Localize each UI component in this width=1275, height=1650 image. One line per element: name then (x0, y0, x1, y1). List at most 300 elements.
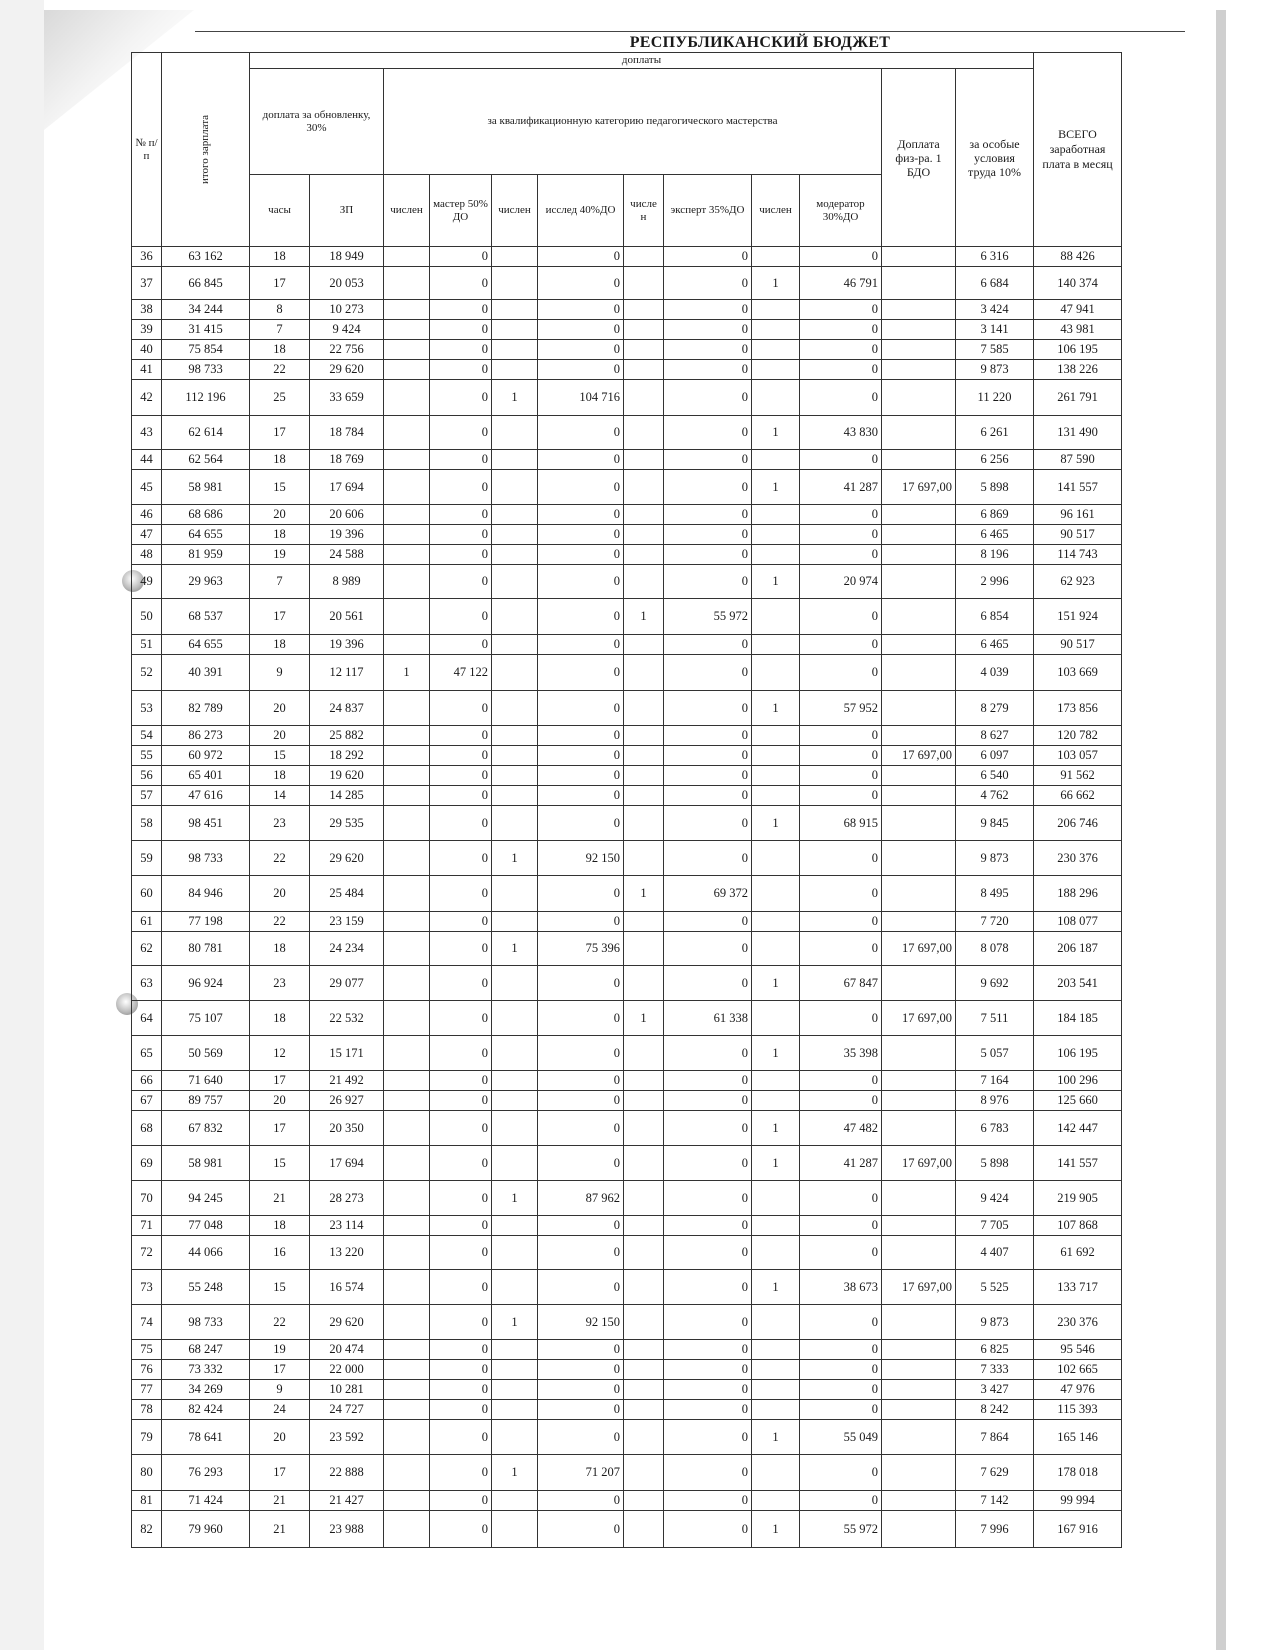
cell-moderator: 0 (800, 912, 882, 932)
cell-moderator: 0 (800, 320, 882, 340)
header-chislen: числен (492, 175, 538, 247)
cell-master: 0 (430, 876, 492, 912)
cell-vsego: 106 195 (1034, 340, 1122, 360)
cell-master: 0 (430, 766, 492, 786)
cell-master-count (384, 340, 430, 360)
cell-doplata-fiz: 17 697,00 (882, 746, 956, 766)
cell-osobye: 5 525 (956, 1270, 1034, 1305)
cell-moderator: 0 (800, 545, 882, 565)
cell-num: 63 (132, 966, 162, 1001)
cell-num: 38 (132, 300, 162, 320)
cell-master-count (384, 786, 430, 806)
cell-issled: 0 (538, 247, 624, 267)
cell-issled: 92 150 (538, 841, 624, 876)
cell-moderator: 0 (800, 1071, 882, 1091)
cell-master: 0 (430, 416, 492, 450)
cell-moderator: 0 (800, 505, 882, 525)
cell-moderator: 0 (800, 1236, 882, 1270)
cell-total: 29 963 (162, 565, 250, 599)
cell-doplata-fiz (882, 565, 956, 599)
cell-total: 82 424 (162, 1400, 250, 1420)
cell-master: 0 (430, 1455, 492, 1491)
table-row (132, 766, 1122, 786)
cell-issled-count (492, 525, 538, 545)
cell-total: 66 845 (162, 267, 250, 300)
cell-master: 0 (430, 1380, 492, 1400)
top-rule (195, 31, 1185, 32)
cell-moderator-count (752, 340, 800, 360)
cell-hours: 23 (250, 966, 310, 1001)
cell-osobye: 6 261 (956, 416, 1034, 450)
cell-ekspert: 0 (664, 1455, 752, 1491)
cell-moderator-count (752, 1091, 800, 1111)
cell-ekspert: 0 (664, 545, 752, 565)
cell-vsego: 103 669 (1034, 655, 1122, 691)
cell-master-count (384, 1491, 430, 1511)
cell-master-count (384, 1305, 430, 1340)
cell-moderator-count (752, 932, 800, 966)
budget-table (131, 52, 1122, 1548)
cell-moderator: 0 (800, 746, 882, 766)
cell-num: 62 (132, 932, 162, 966)
cell-issled: 87 962 (538, 1181, 624, 1216)
table-row (132, 726, 1122, 746)
cell-osobye: 7 864 (956, 1420, 1034, 1455)
cell-zp: 17 694 (310, 1146, 384, 1181)
table-row (132, 691, 1122, 726)
cell-hours: 18 (250, 635, 310, 655)
cell-osobye: 7 996 (956, 1511, 1034, 1548)
table-row (132, 380, 1122, 416)
cell-moderator-count (752, 525, 800, 545)
cell-master-count (384, 876, 430, 912)
cell-doplata-fiz: 17 697,00 (882, 1001, 956, 1036)
cell-master-count (384, 841, 430, 876)
cell-master: 0 (430, 1305, 492, 1340)
cell-moderator: 55 049 (800, 1420, 882, 1455)
cell-moderator-count (752, 876, 800, 912)
cell-ekspert-count (624, 1491, 664, 1511)
cell-issled: 0 (538, 1420, 624, 1455)
cell-master: 0 (430, 1071, 492, 1091)
header-ekspert: эксперт 35%ДО (664, 175, 752, 247)
header-num: № п/п (132, 53, 162, 247)
cell-moderator-count (752, 450, 800, 470)
cell-num: 55 (132, 746, 162, 766)
table-row (132, 320, 1122, 340)
table-row (132, 1181, 1122, 1216)
cell-master-count (384, 545, 430, 565)
cell-hours: 15 (250, 470, 310, 505)
cell-hours: 20 (250, 505, 310, 525)
cell-zp: 20 561 (310, 599, 384, 635)
cell-hours: 14 (250, 786, 310, 806)
cell-master: 0 (430, 1111, 492, 1146)
cell-moderator: 0 (800, 766, 882, 786)
cell-osobye: 6 869 (956, 505, 1034, 525)
cell-doplata-fiz (882, 247, 956, 267)
cell-ekspert: 0 (664, 470, 752, 505)
table-row (132, 267, 1122, 300)
cell-moderator: 0 (800, 635, 882, 655)
cell-ekspert-count (624, 766, 664, 786)
cell-ekspert-count (624, 565, 664, 599)
cell-hours: 7 (250, 320, 310, 340)
cell-master-count: 1 (384, 655, 430, 691)
cell-num: 72 (132, 1236, 162, 1270)
cell-total: 84 946 (162, 876, 250, 912)
cell-issled-count (492, 1270, 538, 1305)
cell-ekspert-count (624, 1236, 664, 1270)
cell-master-count (384, 1216, 430, 1236)
cell-ekspert-count (624, 932, 664, 966)
cell-doplata-fiz (882, 786, 956, 806)
cell-master: 0 (430, 545, 492, 565)
cell-doplata-fiz (882, 1305, 956, 1340)
cell-hours: 17 (250, 267, 310, 300)
cell-moderator: 0 (800, 1305, 882, 1340)
cell-hours: 21 (250, 1181, 310, 1216)
cell-issled-count (492, 1001, 538, 1036)
cell-ekspert: 0 (664, 300, 752, 320)
cell-doplata-fiz (882, 1400, 956, 1420)
cell-master-count (384, 505, 430, 525)
cell-ekspert: 0 (664, 1400, 752, 1420)
cell-vsego: 173 856 (1034, 691, 1122, 726)
cell-master: 0 (430, 247, 492, 267)
cell-total: 112 196 (162, 380, 250, 416)
cell-master: 0 (430, 691, 492, 726)
cell-ekspert-count (624, 450, 664, 470)
cell-master-count (384, 1340, 430, 1360)
cell-hours: 17 (250, 1111, 310, 1146)
cell-vsego: 140 374 (1034, 267, 1122, 300)
cell-zp: 29 077 (310, 966, 384, 1001)
cell-master-count (384, 1181, 430, 1216)
cell-vsego: 107 868 (1034, 1216, 1122, 1236)
cell-master: 0 (430, 912, 492, 932)
cell-master: 0 (430, 1216, 492, 1236)
cell-moderator-count: 1 (752, 966, 800, 1001)
cell-ekspert-count (624, 1071, 664, 1091)
cell-master-count (384, 1400, 430, 1420)
table-row (132, 565, 1122, 599)
cell-master-count (384, 1360, 430, 1380)
cell-ekspert: 0 (664, 1511, 752, 1548)
cell-moderator-count (752, 1001, 800, 1036)
cell-master: 0 (430, 1146, 492, 1181)
cell-issled: 0 (538, 320, 624, 340)
cell-zp: 14 285 (310, 786, 384, 806)
cell-total: 75 854 (162, 340, 250, 360)
cell-ekspert: 0 (664, 450, 752, 470)
cell-vsego: 90 517 (1034, 635, 1122, 655)
cell-vsego: 120 782 (1034, 726, 1122, 746)
cell-doplata-fiz (882, 766, 956, 786)
cell-hours: 18 (250, 525, 310, 545)
cell-ekspert: 0 (664, 746, 752, 766)
cell-ekspert: 0 (664, 380, 752, 416)
cell-num: 56 (132, 766, 162, 786)
cell-ekspert: 0 (664, 267, 752, 300)
cell-ekspert-count (624, 380, 664, 416)
cell-issled-count (492, 691, 538, 726)
cell-osobye: 5 057 (956, 1036, 1034, 1071)
cell-issled-count (492, 300, 538, 320)
cell-moderator: 0 (800, 1491, 882, 1511)
cell-total: 82 789 (162, 691, 250, 726)
cell-total: 78 641 (162, 1420, 250, 1455)
table-row (132, 340, 1122, 360)
cell-vsego: 66 662 (1034, 786, 1122, 806)
cell-ekspert: 0 (664, 360, 752, 380)
cell-issled: 0 (538, 635, 624, 655)
cell-doplata-fiz (882, 340, 956, 360)
cell-total: 50 569 (162, 1036, 250, 1071)
cell-issled-count (492, 655, 538, 691)
cell-total: 40 391 (162, 655, 250, 691)
cell-hours: 9 (250, 1380, 310, 1400)
cell-moderator-count: 1 (752, 691, 800, 726)
cell-ekspert-count (624, 505, 664, 525)
header-obnovlenka: доплата за обновленку, 30% (250, 69, 384, 175)
cell-master: 0 (430, 932, 492, 966)
cell-vsego: 206 187 (1034, 932, 1122, 966)
cell-ekspert: 0 (664, 966, 752, 1001)
cell-num: 42 (132, 380, 162, 416)
header-issled: исслед 40%ДО (538, 175, 624, 247)
cell-master: 0 (430, 746, 492, 766)
cell-moderator: 0 (800, 340, 882, 360)
cell-ekspert: 0 (664, 635, 752, 655)
cell-ekspert-count (624, 545, 664, 565)
cell-issled-count (492, 1036, 538, 1071)
cell-vsego: 115 393 (1034, 1400, 1122, 1420)
cell-issled: 0 (538, 912, 624, 932)
cell-hours: 17 (250, 1360, 310, 1380)
cell-issled: 75 396 (538, 932, 624, 966)
cell-doplata-fiz (882, 1491, 956, 1511)
cell-doplata-fiz (882, 450, 956, 470)
cell-zp: 23 159 (310, 912, 384, 932)
cell-total: 80 781 (162, 932, 250, 966)
cell-moderator-count (752, 1340, 800, 1360)
cell-ekspert-count: 1 (624, 599, 664, 635)
cell-master: 0 (430, 320, 492, 340)
cell-num: 36 (132, 247, 162, 267)
cell-zp: 18 949 (310, 247, 384, 267)
cell-zp: 20 350 (310, 1111, 384, 1146)
cell-doplata-fiz (882, 691, 956, 726)
cell-vsego: 261 791 (1034, 380, 1122, 416)
page-title: РЕСПУБЛИКАНСКИЙ БЮДЖЕТ (629, 34, 891, 51)
cell-master-count (384, 932, 430, 966)
cell-moderator: 67 847 (800, 966, 882, 1001)
cell-osobye: 2 996 (956, 565, 1034, 599)
cell-ekspert-count (624, 746, 664, 766)
cell-issled-count (492, 1400, 538, 1420)
cell-total: 98 733 (162, 841, 250, 876)
cell-ekspert-count (624, 267, 664, 300)
cell-moderator: 0 (800, 599, 882, 635)
cell-issled-count (492, 966, 538, 1001)
cell-issled: 0 (538, 599, 624, 635)
cell-total: 89 757 (162, 1091, 250, 1111)
cell-ekspert: 0 (664, 655, 752, 691)
cell-vsego: 47 941 (1034, 300, 1122, 320)
cell-osobye: 6 783 (956, 1111, 1034, 1146)
cell-total: 96 924 (162, 966, 250, 1001)
cell-zp: 15 171 (310, 1036, 384, 1071)
cell-moderator: 41 287 (800, 470, 882, 505)
cell-master-count (384, 1146, 430, 1181)
cell-osobye: 9 692 (956, 966, 1034, 1001)
cell-osobye: 11 220 (956, 380, 1034, 416)
cell-ekspert: 0 (664, 1146, 752, 1181)
cell-moderator: 55 972 (800, 1511, 882, 1548)
cell-ekspert-count (624, 1420, 664, 1455)
cell-ekspert-count (624, 1091, 664, 1111)
cell-master-count (384, 1270, 430, 1305)
cell-master: 0 (430, 1181, 492, 1216)
cell-hours: 21 (250, 1491, 310, 1511)
cell-num: 40 (132, 340, 162, 360)
cell-moderator: 41 287 (800, 1146, 882, 1181)
cell-moderator-count (752, 505, 800, 525)
cell-hours: 18 (250, 1216, 310, 1236)
cell-issled: 0 (538, 1400, 624, 1420)
cell-ekspert: 0 (664, 766, 752, 786)
cell-master: 0 (430, 1511, 492, 1548)
cell-moderator-count (752, 1071, 800, 1091)
table-row (132, 1091, 1122, 1111)
header-doplaty: доплаты (250, 53, 1034, 69)
cell-zp: 25 484 (310, 876, 384, 912)
cell-doplata-fiz (882, 1420, 956, 1455)
table-row (132, 450, 1122, 470)
cell-hours: 17 (250, 599, 310, 635)
cell-zp: 12 117 (310, 655, 384, 691)
cell-moderator-count (752, 746, 800, 766)
cell-num: 53 (132, 691, 162, 726)
cell-ekspert-count (624, 1111, 664, 1146)
cell-hours: 22 (250, 841, 310, 876)
cell-moderator-count (752, 320, 800, 340)
cell-issled-count (492, 1146, 538, 1181)
cell-osobye: 9 873 (956, 1305, 1034, 1340)
cell-hours: 19 (250, 545, 310, 565)
cell-moderator: 43 830 (800, 416, 882, 450)
cell-num: 48 (132, 545, 162, 565)
cell-vsego: 62 923 (1034, 565, 1122, 599)
cell-doplata-fiz (882, 806, 956, 841)
header-kval-category: за квалификационную категорию педагогического мастерства (384, 69, 882, 175)
cell-moderator: 0 (800, 1380, 882, 1400)
cell-moderator: 0 (800, 1360, 882, 1380)
cell-osobye: 5 898 (956, 1146, 1034, 1181)
cell-issled-count (492, 806, 538, 841)
cell-total: 68 686 (162, 505, 250, 525)
cell-doplata-fiz (882, 876, 956, 912)
cell-issled-count (492, 1360, 538, 1380)
cell-issled-count: 1 (492, 1455, 538, 1491)
cell-issled-count (492, 1091, 538, 1111)
cell-zp: 22 888 (310, 1455, 384, 1491)
cell-ekspert-count (624, 966, 664, 1001)
cell-issled-count: 1 (492, 841, 538, 876)
cell-zp: 13 220 (310, 1236, 384, 1270)
table-row (132, 1380, 1122, 1400)
cell-osobye: 4 762 (956, 786, 1034, 806)
header-master: мастер 50% ДО (430, 175, 492, 247)
cell-master-count (384, 1455, 430, 1491)
cell-doplata-fiz (882, 1360, 956, 1380)
cell-osobye: 7 142 (956, 1491, 1034, 1511)
cell-moderator-count (752, 247, 800, 267)
cell-ekspert-count (624, 300, 664, 320)
cell-osobye: 8 279 (956, 691, 1034, 726)
cell-num: 69 (132, 1146, 162, 1181)
cell-ekspert: 0 (664, 1360, 752, 1380)
cell-hours: 18 (250, 932, 310, 966)
cell-ekspert: 0 (664, 416, 752, 450)
cell-moderator-count (752, 766, 800, 786)
cell-num: 45 (132, 470, 162, 505)
cell-total: 71 640 (162, 1071, 250, 1091)
cell-ekspert-count (624, 360, 664, 380)
cell-hours: 16 (250, 1236, 310, 1270)
cell-osobye: 6 684 (956, 267, 1034, 300)
cell-osobye: 4 407 (956, 1236, 1034, 1270)
cell-master: 0 (430, 786, 492, 806)
cell-master-count (384, 1420, 430, 1455)
cell-master: 0 (430, 470, 492, 505)
cell-num: 81 (132, 1491, 162, 1511)
cell-osobye: 9 873 (956, 360, 1034, 380)
cell-num: 51 (132, 635, 162, 655)
table-row (132, 1236, 1122, 1270)
cell-master: 0 (430, 635, 492, 655)
cell-num: 39 (132, 320, 162, 340)
cell-doplata-fiz (882, 1455, 956, 1491)
cell-ekspert-count (624, 1511, 664, 1548)
cell-osobye: 8 242 (956, 1400, 1034, 1420)
cell-osobye: 8 196 (956, 545, 1034, 565)
cell-moderator-count (752, 1181, 800, 1216)
cell-hours: 22 (250, 360, 310, 380)
cell-ekspert-count (624, 786, 664, 806)
cell-osobye: 6 256 (956, 450, 1034, 470)
cell-zp: 8 989 (310, 565, 384, 599)
cell-master: 47 122 (430, 655, 492, 691)
cell-vsego: 206 746 (1034, 806, 1122, 841)
table-row (132, 300, 1122, 320)
cell-ekspert-count (624, 340, 664, 360)
cell-doplata-fiz (882, 912, 956, 932)
cell-vsego: 102 665 (1034, 1360, 1122, 1380)
cell-issled-count (492, 340, 538, 360)
cell-num: 77 (132, 1380, 162, 1400)
table-row (132, 1071, 1122, 1091)
cell-vsego: 188 296 (1034, 876, 1122, 912)
table-row (132, 1146, 1122, 1181)
table-row (132, 505, 1122, 525)
cell-moderator: 35 398 (800, 1036, 882, 1071)
cell-ekspert: 0 (664, 1305, 752, 1340)
table-row (132, 1270, 1122, 1305)
header-chislen: числен (752, 175, 800, 247)
cell-master-count (384, 247, 430, 267)
